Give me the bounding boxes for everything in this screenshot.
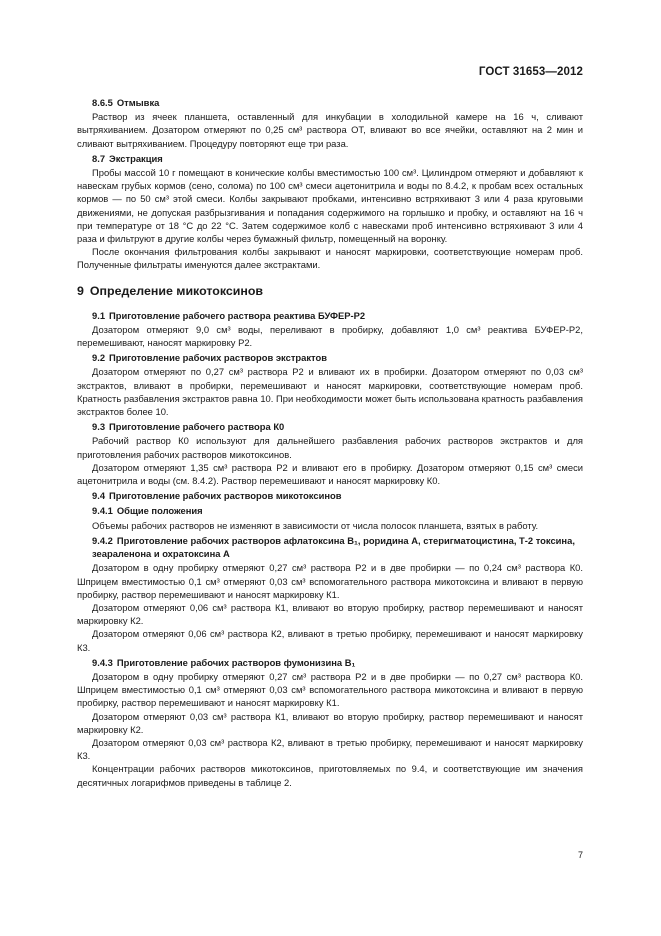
heading-number: 9.4.1 <box>92 505 113 517</box>
heading-number: 9 <box>77 283 84 298</box>
paragraph: Концентрации рабочих растворов микотоксинов, приготовляемых по 9.4, и соответствующие им значения десятичных логарифмов приведены в таблице 2. <box>77 763 583 788</box>
heading-title: Определение микотоксинов <box>89 283 264 298</box>
paragraph: Дозатором отмеряют 0,03 см³ раствора К2, вливают в третью пробирку, перемешивают и наносят маркировку К3. <box>77 736 583 762</box>
paragraph: Рабочий раствор К0 используют для дальнейшего разбавления рабочих растворов экстрактов и для приготовления рабочих растворов микотоксинов. <box>77 435 583 460</box>
paragraph: Дозатором отмеряют 9,0 см³ воды, переливают в пробирку, добавляют 1,0 см³ реактива БУФЕР-Р2, перемешивают, наносят маркировку Р2. <box>77 323 583 349</box>
heading-title: Приготовление рабочих растворов микотоксинов <box>109 490 342 502</box>
subsection-heading <box>77 309 583 322</box>
subsection-heading <box>77 534 583 560</box>
heading-title: Приготовление рабочих растворов фумонизина B₁ <box>116 656 356 668</box>
heading-number: 9.1 <box>92 309 106 321</box>
subsection-heading <box>77 351 583 364</box>
paragraph: После окончания фильтрования колбы закрывают и наносят маркировки, соответствующие номерам проб. Полученные фильтраты именуются далее экстрактами. <box>77 246 583 271</box>
subsection-heading <box>77 420 583 433</box>
heading-title: Приготовление рабочего раствора реактива БУФЕР-Р2 <box>109 309 366 321</box>
paragraph: Дозатором в одну пробирку отмеряют 0,27 см³ раствора Р2 и в две пробирки — по 0,24 см³ раствора К0. Шприцем вместимостью 0,1 см³ отмеряют 0,03 см³ вспомогательного раствора микотоксина и вливают в первую пробирку, раствор перемешивают и наносят маркировку К1. <box>77 562 583 600</box>
document-id-header: ГОСТ 31653—2012 <box>478 66 583 78</box>
paragraph: Дозатором отмеряют 0,06 см³ раствора К1, вливают во вторую пробирку, раствор перемешивают и наносят маркировку К2. <box>77 601 583 627</box>
heading-number: 8.7 <box>92 152 106 164</box>
heading-title: Отмывка <box>116 97 160 108</box>
paragraph: Дозатором отмеряют 0,03 см³ раствора К1, вливают во вторую пробирку, раствор перемешивают и наносят маркировку К2. <box>77 710 583 735</box>
heading-title: Экстракция <box>109 152 163 164</box>
heading-title: Приготовление рабочего раствора К0 <box>109 421 285 433</box>
subsection-heading <box>77 489 583 502</box>
paragraph: Раствор из ячеек планшета, оставленный для инкубации в холодильной камере на 16 ч, сливают вытряхиванием. Дозатором отмеряют по 0,25 см³ раствора ОТ, вливают во все ячейки, оставляют на 2 мин и сливают вытряхиванием. Процедуру повторяют еще три раза. <box>77 111 583 149</box>
section-heading <box>77 284 583 299</box>
paragraph: Дозатором отмеряют 0,06 см³ раствора К2, вливают в третью пробирку, перемешивают и наносят маркировку К3. <box>77 628 583 653</box>
document-body <box>77 94 583 789</box>
heading-number: 9.4.3 <box>92 656 113 668</box>
paragraph: Дозатором в одну пробирку отмеряют 0,27 см³ раствора Р2 и в две пробирки — по 0,27 см³ раствора К0. Шприцем вместимостью 0,1 см³ отмеряют 0,03 см³ вспомогательного раствора микотоксина и вливают в первую пробирку, раствор перемешивают и наносят маркировку К1. <box>77 670 583 709</box>
paragraph: Дозатором отмеряют 1,35 см³ раствора Р2 и вливают его в пробирку. Дозатором отмеряют 0,15 см³ смеси ацетонитрила и воды (см. 8.4.2). Раствор перемешивают и наносят маркировку К0. <box>77 461 583 487</box>
page-number: 7 <box>577 850 583 860</box>
subsection-heading <box>77 96 583 109</box>
paragraph: Дозатором отмеряют по 0,27 см³ раствора Р2 и вливают их в пробирки. Дозатором отмеряют по 0,03 см³ экстрактов, вливают в пробирки, перемешивают и наносят маркировки, соответствующие номерам проб. Кратность разбавления экстрактов равна 10. При необходимости может быть использована кратность разбавления экстрактов более 10. <box>77 366 583 418</box>
subsection-heading <box>77 504 583 517</box>
subsection-heading <box>77 656 583 669</box>
subsection-heading <box>77 152 583 165</box>
heading-number: 8.6.5 <box>92 97 113 108</box>
heading-title: Приготовление рабочих растворов афлатоксина B₁, роридина А, стеригматоцистина, Т-2 токсина, зеараленона и охратоксина А <box>92 534 575 560</box>
heading-number: 9.4 <box>92 490 106 502</box>
heading-number: 9.2 <box>92 352 106 364</box>
heading-number: 9.4.2 <box>92 534 113 546</box>
heading-title: Общие положения <box>116 505 203 517</box>
heading-number: 9.3 <box>92 421 106 433</box>
paragraph: Объемы рабочих растворов не изменяют в зависимости от числа полосок планшета, взятых в работу. <box>92 519 539 531</box>
heading-title: Приготовление рабочих растворов экстрактов <box>109 352 327 364</box>
paragraph: Пробы массой 10 г помещают в конические колбы вместимостью 100 см³. Цилиндром отмеряют и добавляют к навескам грубых кормов (сено, солома) по 100 см³ смеси ацетонитрила и воды по 8.4.2, к пробам всех остальных кормов — по 50 см³ этой смеси. Колбы закрывают пробками, интенсивно встряхивают 3 или 4 раза круговыми движениями, не допуская разбрызгивания и попадания содержимого на горлышко и пробку, и оставляют на 16 ч при температуре от 18 °С до 22 °С. Затем содержимое колб с навесками проб интенсивно встряхивают 3 или 4 раза и фильтруют в другие колбы через бумажный фильтр, помещенный на воронку. <box>77 167 583 245</box>
